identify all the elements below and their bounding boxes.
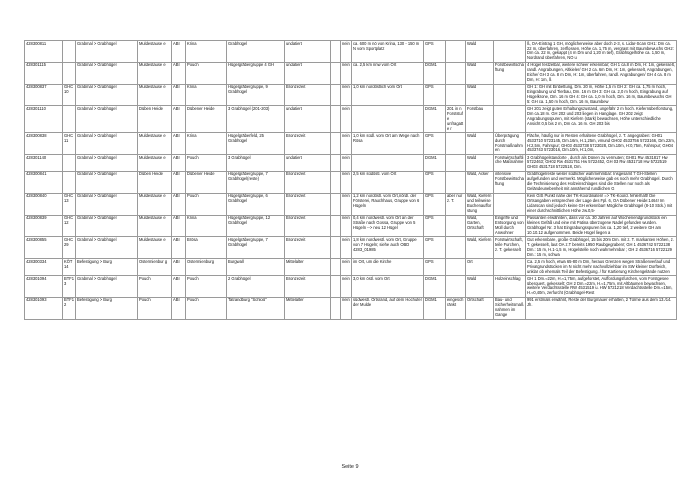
cell-kreis: ABI bbox=[172, 171, 186, 193]
cell-bezeichnung: 3 Grabhügel (201-203) bbox=[227, 106, 285, 133]
cell-nutzung: Ort bbox=[466, 259, 494, 276]
cell-kreis: ABI bbox=[172, 154, 186, 171]
cell-flag: nein bbox=[341, 84, 352, 106]
cell-periode: Muldestause e bbox=[138, 237, 172, 259]
cell-system: GPS bbox=[424, 215, 446, 237]
cell-lage: 0,4 km nordwestl. vom Ort an der Straße nach Gossa, Gruppe von 5 Hügeln --> neu 12 Hügel bbox=[352, 215, 424, 237]
cell-lage: 3,0 km östl. vom Ort bbox=[352, 276, 424, 298]
cell-nutzung: Wald, Garten, Ortschaft bbox=[466, 215, 494, 237]
cell-kreis: ABI bbox=[172, 106, 186, 133]
cell-genau bbox=[446, 84, 466, 106]
cell-beschreibung: Grabhügelreste weiter südlicher wahrnehmbar: Insgesamt 7 GH-Stellen aufgefunden und vermerkt. Möglicherweise gab es noch mehr Grabhügel. Durch die Technisierung des Holzeinschlages sind die Stellen nur noch als Geländeunebenheit mit annähernd rundlichen G bbox=[526, 171, 677, 193]
cell-kurz: GHC10 bbox=[63, 84, 76, 106]
cell-kurz: BTF12 bbox=[63, 297, 76, 319]
cell-genau: aber nur z. T. bbox=[446, 193, 466, 215]
cell-bezeichnung: Tatrandburg "Schloß" bbox=[227, 297, 285, 319]
cell-lage: südwestl. Ortsrand, auf dem Hochufer der Mulde bbox=[352, 297, 424, 319]
cell-bezeichnung: Burgwall bbox=[227, 259, 285, 276]
cell-datierung: undatiert bbox=[285, 106, 331, 133]
cell-lage bbox=[352, 154, 424, 171]
cell-datierung: Mittelalter bbox=[285, 259, 331, 276]
cell-beschreibung: Fläche, häufig nur in Resten erhaltene Grabhügel, z. T. angegraben: GH01 4533710 5723145, Dm.16m, H.1,25m, vmund GH02 4533756 5723166, Dm.22m, H:2,5m, Fahrspur; GH03 4533738 5723028, Dm.10m, H:0,75m, Fahrspur; GH04 4533743 5723016, Dm.10m, H:1,0m, bbox=[527, 132, 675, 153]
cell-nutzung: Wald bbox=[466, 133, 494, 155]
cell-kurz: GHC29 bbox=[63, 237, 76, 259]
table-row bbox=[25, 259, 677, 276]
cell-beschreibung: Passanten erwähnten, dass vor ca. 30 Jahren auf Wochenendgrundstück ein kleines Gefäß und eine mit Patina überzogene Nadel gefunden wurden. Grabhügel Nr. 3 hat Eingrabungsspuren bis ca. 1,20 tief, 2 weitere GH am 10.10.12 aufgenommen. Beide Hügel liegen a bbox=[526, 215, 677, 237]
cell-flag: nein bbox=[341, 259, 352, 276]
cell-nutzung: Wald, Kiefern und teilweise Buchenaufforstung bbox=[466, 193, 494, 215]
cell-lage: 2,5 km südöstl. vom Ort bbox=[352, 171, 424, 193]
cell-lage: 1,0 km südl. vom Ort am Wege nach Rösa bbox=[352, 133, 424, 155]
cell-genau bbox=[446, 276, 466, 298]
cell-gemeinde: Pouch bbox=[186, 193, 227, 215]
cell-gemeinde: Krina bbox=[186, 41, 227, 63]
cell-id: 428301115 bbox=[25, 62, 63, 84]
cell-nutzung: Wald bbox=[466, 84, 494, 106]
cell-id: 428301140 bbox=[25, 154, 63, 171]
cell-x bbox=[331, 133, 341, 155]
cell-id: 428301094 bbox=[25, 276, 63, 298]
cell-datierung: Bronzezeit bbox=[285, 84, 331, 106]
table-row bbox=[25, 133, 677, 155]
cell-lage: 1,8 km nordwestl. vom Ort, Gruppe von 7 Hügeln; siehe auch OBD 4283_01985 bbox=[352, 237, 424, 259]
cell-x bbox=[331, 106, 341, 133]
cell-kurz bbox=[63, 154, 76, 171]
cell-datierung: Bronzezeit bbox=[285, 193, 331, 215]
cell-lage: 1,0 km nordöstlich vom Ort bbox=[352, 84, 424, 106]
cell-periode: Muldestause e bbox=[138, 154, 172, 171]
cell-typ: Befestigung > Burg bbox=[76, 297, 138, 319]
cell-flag: nein bbox=[341, 215, 352, 237]
cell-datierung: Bronzezeit bbox=[285, 171, 331, 193]
cell-genau bbox=[446, 215, 466, 237]
cell-kreis: ABI bbox=[172, 62, 186, 84]
cell-datierung: Bronzezeit bbox=[285, 215, 331, 237]
cell-genau: 201 in n Forststufe unfragatte r bbox=[446, 106, 466, 133]
cell-gemeinde: Pouch bbox=[186, 154, 227, 171]
cell-gemeinde: Pouch bbox=[186, 297, 227, 319]
cell-flag: nein bbox=[341, 276, 352, 298]
cell-zusatz: Forstwirtschaftliche Maßnahme bbox=[494, 154, 526, 171]
cell-bezeichnung: Hügelgräbergruppe, 7 Grabhügel(reste) bbox=[227, 171, 285, 193]
cell-flag: nein bbox=[341, 297, 352, 319]
cell-kreis: ABI bbox=[172, 84, 186, 106]
cell-periode: Düben Heide bbox=[138, 171, 172, 193]
cell-gemeinde: Dübener Heide bbox=[186, 171, 227, 193]
cell-datierung: Bronzezeit bbox=[285, 133, 331, 155]
cell-kreis: ABI bbox=[172, 259, 186, 276]
cell-bezeichnung: Hügelgräbergruppe, 9 Grabhügel bbox=[227, 84, 285, 106]
cell-flag: nein bbox=[341, 193, 352, 215]
cell-x bbox=[331, 259, 341, 276]
cell-kreis: ABI bbox=[172, 41, 186, 63]
cell-zusatz: Holzeinschlag bbox=[494, 276, 526, 298]
page-number: Seite 9 bbox=[341, 464, 359, 470]
cell-system: DGM1 bbox=[424, 154, 446, 171]
cell-flag: nein bbox=[341, 62, 352, 84]
cell-typ: Grabmal > Grabhügel bbox=[76, 154, 138, 171]
cell-periode: Muldestause e bbox=[138, 62, 172, 84]
table-row bbox=[25, 276, 677, 298]
cell-id: 428300855 bbox=[25, 237, 63, 259]
cell-beschreibung: 991 erstmals erwähnt, Reste der Burgmauer erhalten, 2 Türme aus dem 13./14. Jh. bbox=[526, 297, 677, 319]
cell-beschreibung: 3 Grabhügelstandorte , durch als Dünen zu vermuten; GH01 Rw 4531817 Hw 5722463; GH02 Rw 4531751 Hw 5722452, GH 03 Rw 4531718 Hw 5722519 GH03 4531718 5722518, Dm. bbox=[526, 154, 677, 171]
cell-periode: Pouch bbox=[138, 276, 172, 298]
cell-gemeinde: Dübener Heide bbox=[186, 106, 227, 133]
cell-zusatz bbox=[494, 41, 526, 63]
cell-typ: Grabmal > Grabhügel bbox=[76, 193, 138, 215]
cell-datierung: Bronzezeit bbox=[285, 276, 331, 298]
cell-beschreibung: Gut erkennbare, große Grabhügel, 15 bis 20m Dm. mit z. T. markanten Höhen, z. T. gekesselt, laut OA z.T bereits 1950 Raubgegraben!; GH 1 4536742 5722138 Dm.: 15 m, H.1-1,5 m, Hügelstelle noch wahrnehmbar ; GH 2 4536716 5722129 Dm.: 15 m, schwa bbox=[526, 237, 677, 259]
cell-zusatz: Forstwirtschaft, teile Furchen, z. T. gekesselt bbox=[494, 237, 526, 259]
cell-bezeichnung: Hügelgräbergruppe 4 GH bbox=[227, 62, 285, 84]
cell-system: GPS bbox=[424, 84, 446, 106]
cell-zusatz bbox=[494, 259, 526, 276]
cell-kurz bbox=[63, 41, 76, 63]
cell-nutzung: Wald bbox=[466, 41, 494, 63]
cell-id: 428300840 bbox=[25, 193, 63, 215]
cell-genau bbox=[446, 154, 466, 171]
cell-system: GPS bbox=[424, 133, 446, 155]
cell-x bbox=[331, 154, 341, 171]
cell-nutzung: Wald, Kiefern bbox=[466, 237, 494, 259]
cell-genau bbox=[446, 41, 466, 63]
cell-kurz: GHC12 bbox=[63, 215, 76, 237]
cell-nutzung: Wald bbox=[466, 276, 494, 298]
cell-system: GPS bbox=[424, 171, 446, 193]
cell-lage: 1,2 km nordöstl. vom Ort,nördl. der Försterei, Rauchhaus, Gruppe von 6 Hügeln bbox=[352, 193, 424, 215]
cell-x bbox=[331, 297, 341, 319]
cell-typ: Grabmal > Grabhügel bbox=[76, 84, 138, 106]
cell-bezeichnung: Hügelgräbergruppe, 12 Grabhügel bbox=[227, 215, 285, 237]
cell-flag: nein bbox=[341, 106, 352, 133]
cell-zusatz: Forstbewirtschaftung bbox=[494, 62, 526, 84]
table-row bbox=[25, 84, 677, 106]
cell-typ: Befestigung > Burg bbox=[76, 259, 138, 276]
cell-system: GPS bbox=[424, 259, 446, 276]
cell-id: 428300839 bbox=[25, 215, 63, 237]
cell-flag: nein bbox=[341, 171, 352, 193]
cell-system: DGM1 bbox=[424, 62, 446, 84]
cell-flag: nein bbox=[341, 41, 352, 63]
cell-gemeinde: Krina bbox=[186, 215, 227, 237]
cell-lage: ca. 2,5 km nnw vom Ort bbox=[352, 62, 424, 84]
cell-id: 428300837 bbox=[25, 84, 63, 106]
table-row bbox=[25, 237, 677, 259]
cell-typ: Grabmal > Grabhügel bbox=[76, 237, 138, 259]
cell-kurz bbox=[63, 62, 76, 84]
cell-x bbox=[331, 62, 341, 84]
cell-genau bbox=[446, 171, 466, 193]
cell-bezeichnung: 2 Grabhügel bbox=[227, 276, 285, 298]
cell-beschreibung: GH 201 zeigt guten Erhaltungszustand, ungefähr 2 m hoch. Kiefernüberforstung, Dm ca.18 m. GH 202 und 203 liegen in Hanglage. GH 202 zeigt Angrabungsspuren, mit Kiefern (stark) bewachsen, Höhe unterschiedliche Ansicht 0,5 bis 2 m, Dm ca. 16 m. GH 203 bis bbox=[526, 106, 677, 133]
cell-periode: Muldestause e bbox=[138, 41, 172, 63]
cell-bezeichnung: Hügelgräberfeld, 25 Grabhügel bbox=[227, 133, 285, 155]
table-row bbox=[25, 106, 677, 133]
cell-gemeinde: Krina bbox=[186, 133, 227, 155]
cell-zusatz: Bau- und Sicherheitsmaßnahmen im Gange bbox=[494, 297, 526, 319]
cell-nutzung: Wald bbox=[466, 154, 494, 171]
cell-periode: Muldestause e bbox=[138, 193, 172, 215]
cell-kreis: ABI bbox=[172, 193, 186, 215]
cell-x bbox=[331, 84, 341, 106]
cell-datierung: undatiert bbox=[285, 62, 331, 84]
cell-beschreibung: 4 Hügel festzelbar, weitere scheer erkennbar; GH 1 ca.8 m Dm, H: 1m, gekesselt, randl. Angrabungen, Altkieler/ GH 2 ca. 6m Dm, H: 1m, gekesselt, Angrabungen, Eiche/ GH 3 ca. 8 m Dm, H: 1m, überfahren, randl. Angrabungen/ GH 4 ca. 8 m Dm, H: 1m, ß bbox=[527, 62, 675, 83]
cell-x bbox=[331, 215, 341, 237]
table-row bbox=[25, 171, 677, 193]
cell-beschreibung: GH 1 Dm.≈22m, H.≈1,75m, aufgeforstet, Auffordungsfurchen, vom Forstgesee überquert, gekesselt; GH 2 Dm.≈22m, H.≈1,75m, mit Altbäumen bewachsen, weitere Verdachtsstelle RW 4531519 u. HW 5721218 Verdachtsstelle Dm.≈15m, H.≈0,40m, zerfurcht (Grabhügel-Rest bbox=[526, 276, 677, 298]
cell-id: 428300811 bbox=[25, 41, 63, 63]
cell-flag: nein bbox=[341, 133, 352, 155]
cell-datierung: Bronzezeit bbox=[285, 237, 331, 259]
cell-datierung: undatiert bbox=[285, 154, 331, 171]
cell-x bbox=[331, 237, 341, 259]
cell-nutzung: Wald, Acker bbox=[466, 171, 494, 193]
cell-typ: Grabmal > Grabhügel bbox=[76, 171, 138, 193]
cell-zusatz: intensive Forstbewirtschaftung bbox=[494, 171, 526, 193]
cell-id: 428300841 bbox=[25, 171, 63, 193]
cell-kreis: ABI bbox=[172, 215, 186, 237]
cell-genau: eingeschränkt bbox=[446, 297, 466, 319]
cell-kreis: ABI bbox=[172, 297, 186, 319]
cell-typ: Grabmal > Grabhügel bbox=[76, 62, 138, 84]
cell-periode: Muldestause e bbox=[138, 215, 172, 237]
cell-genau bbox=[446, 259, 466, 276]
table-row bbox=[25, 297, 677, 319]
cell-zusatz: Eingriffe und Entsorgung von Müll durch Anwohner bbox=[495, 215, 524, 235]
cell-periode: Pouch bbox=[138, 297, 172, 319]
cell-id: 428301110 bbox=[25, 106, 63, 133]
cell-nutzung: Wald bbox=[466, 62, 494, 84]
table-row bbox=[25, 41, 677, 63]
cell-kreis: ABI bbox=[172, 133, 186, 155]
cell-system: DGM1 bbox=[424, 106, 446, 133]
cell-system: DGM1 bbox=[424, 276, 446, 298]
cell-lage bbox=[352, 106, 424, 133]
cell-gemeinde: Krina bbox=[186, 84, 227, 106]
cell-zusatz bbox=[494, 193, 526, 215]
cell-x bbox=[331, 193, 341, 215]
cell-kurz: BTF13 bbox=[63, 276, 76, 298]
cell-datierung: undatiert bbox=[285, 41, 331, 63]
cell-typ: Grabmal > Grabhügel bbox=[76, 41, 138, 63]
cell-kreis: ABI bbox=[172, 276, 186, 298]
cell-periode: Muldestause e bbox=[138, 84, 172, 106]
cell-beschreibung: Ca. 2,5 m hoch, etwa 65-80 m Dm, heraus Grenzen wegen Straßenverlauf und Privatgrundstücken im N nicht mehr nachvollziehbar im SW kleiner Dorfteich, unklar ob ehemals Teil der Befestigung. / für Kartierung Kirchengelände nutzen bbox=[526, 259, 677, 276]
cell-gemeinde: Pouch bbox=[186, 276, 227, 298]
cell-flag: nein bbox=[341, 237, 352, 259]
cell-zusatz bbox=[494, 84, 526, 106]
cell-lage: ca. 600 m nö von Krina, 130 - 150 m N vom Sportplatz bbox=[352, 41, 424, 63]
cell-kurz: GHC13 bbox=[63, 193, 76, 215]
cell-id: 428300334 bbox=[25, 259, 63, 276]
cell-kurz bbox=[63, 171, 76, 193]
table-row bbox=[25, 215, 677, 237]
cell-bezeichnung: Hügelgräbergruppe, 7 Grabhügel bbox=[227, 237, 285, 259]
monument-table bbox=[24, 40, 677, 320]
cell-bezeichnung: Grabhügel bbox=[227, 41, 285, 63]
table-row bbox=[25, 154, 677, 171]
cell-nutzung: Forstbau bbox=[466, 106, 494, 133]
cell-kreis: ABI bbox=[172, 237, 186, 259]
cell-genau bbox=[446, 133, 466, 155]
table-body bbox=[25, 41, 677, 320]
cell-bezeichnung: Hügelgräbergruppe, 6 Grabhügel bbox=[227, 193, 285, 215]
cell-gemeinde: Ostermienburg bbox=[186, 259, 227, 276]
cell-gemeinde: Pouch bbox=[186, 62, 227, 84]
cell-kurz: KÖT14 bbox=[63, 259, 76, 276]
cell-nutzung: Ortschaft bbox=[466, 297, 494, 319]
cell-periode: Ostermienbur g bbox=[138, 259, 172, 276]
cell-genau bbox=[446, 62, 466, 84]
table-row bbox=[25, 62, 677, 84]
cell-periode: Düben Heide bbox=[138, 106, 172, 133]
cell-periode: Muldestause e bbox=[138, 133, 172, 155]
cell-gemeinde: Brösa bbox=[186, 237, 227, 259]
cell-system: GPS bbox=[424, 41, 446, 63]
cell-id: 428300838 bbox=[25, 133, 63, 155]
cell-zusatz bbox=[494, 106, 526, 133]
cell-kurz bbox=[63, 106, 76, 133]
cell-typ: Grabmal > Grabhügel bbox=[76, 215, 138, 237]
cell-x bbox=[331, 171, 341, 193]
cell-typ: Grabmal > Grabhügel bbox=[76, 133, 138, 155]
cell-datierung: Mittelalter bbox=[285, 297, 331, 319]
cell-system: DGM1 bbox=[424, 297, 446, 319]
cell-lage: im Ort, um die Kirche bbox=[352, 259, 424, 276]
table-row bbox=[25, 193, 677, 215]
cell-beschreibung: Kein GIS Punkt nahe der TK-Koordinaten! => TK-Koord. fehlerhaft! Die Ortsangaben entsprechen der Lage des Fpl. 6, OA Dübener Heide:1464! Im Lidarscan sind jedoch keine GH erkennbar! Mögliche Grabhügel (8-10 Stck.) mit einer durchschnittlichen Höhe zw.0,5- bbox=[526, 193, 677, 215]
cell-system: GPS bbox=[424, 193, 446, 215]
cell-kurz: GHC11 bbox=[63, 133, 76, 155]
cell-x bbox=[331, 276, 341, 298]
cell-beschreibung: ß, OA-Eintrag 1 GH, möglicherweise aber doch 2-3, s. Lidar-Scan GH1: Dm ca. 22 m, überfahren, zerflossen, Höhe ca. 1,75 m, vergrast mit Baumbewuchs GH2: Dm ca. 22 m, gekappt (4 m Dm und 1,20 m tief), Grabhügelhöhe ca. 1,50 m, Nordrand überfahren, NO u bbox=[526, 41, 677, 63]
cell-flag: nein bbox=[341, 154, 352, 171]
cell-typ: Grabmal > Grabhügel bbox=[76, 106, 138, 133]
cell-x bbox=[331, 41, 341, 63]
cell-beschreibung: GH 1: GH mit Einbettung, Dm. 20 m, Höhe 1,5 m GH 2: GH ca. 1,75 m hoch, Eingrabung und Tierbau, Dm. 16 m GH 3: GH ca. 2,0 m hoch, Eingrabung auf Hügelkrone, Dm. 16 m GH 4: GH ca. 1,0 m hoch, Dm. 16 m, Baumbewuchs GH 5: GH ca. 1,50 m hoch, Dm. 16 m, Baumbew bbox=[526, 84, 677, 106]
cell-genau bbox=[446, 237, 466, 259]
cell-bezeichnung: 3 Grabhügel bbox=[227, 154, 285, 171]
cell-id: 428301093 bbox=[25, 297, 63, 319]
cell-typ: Grabmal > Grabhügel bbox=[76, 276, 138, 298]
cell-zusatz: Überprägung durch Forstmaßnahmen bbox=[494, 133, 526, 155]
cell-system: GPS bbox=[424, 237, 446, 259]
